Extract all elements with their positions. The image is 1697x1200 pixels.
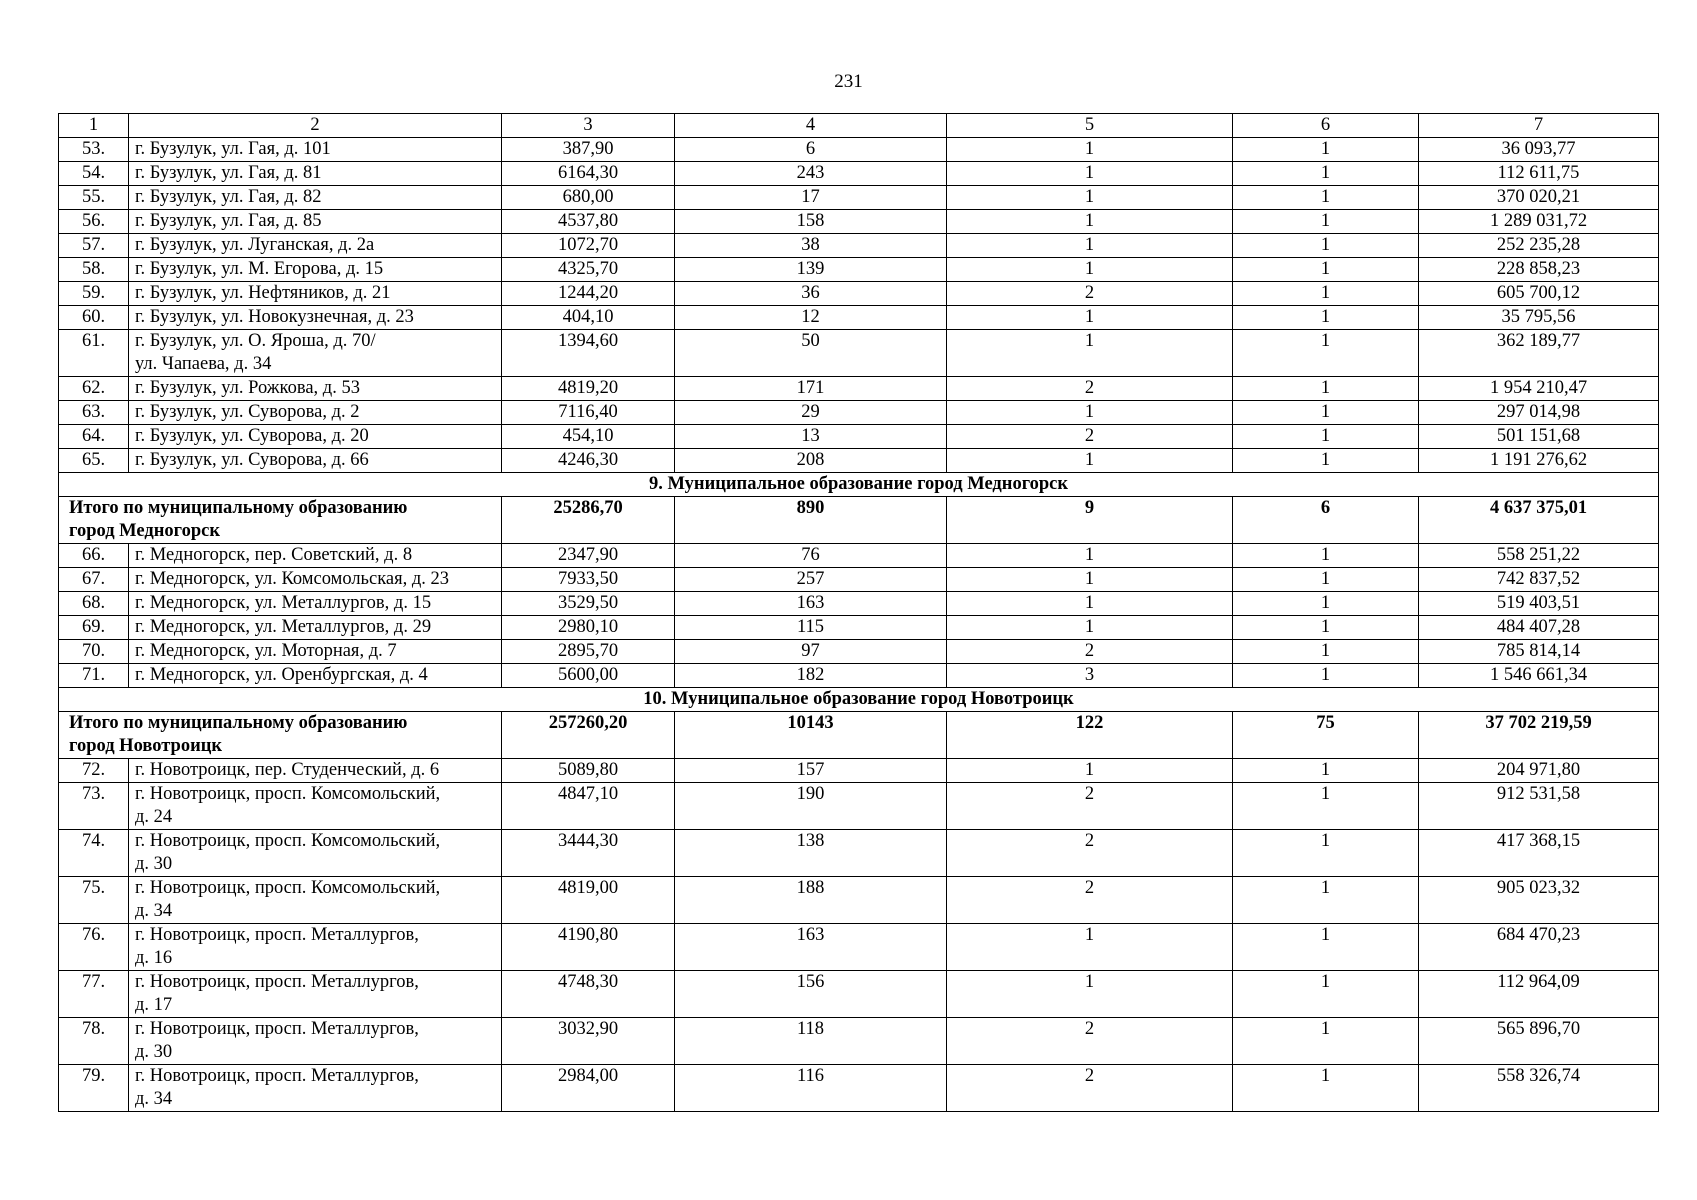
address-line: г. Новотроицк, просп. Металлургов, <box>135 925 419 945</box>
section-title: 10. Муниципальное образование город Новотроицк <box>59 688 1659 712</box>
cost-cell: 362 189,77 <box>1419 330 1659 377</box>
row-number: 71. <box>59 664 129 688</box>
col5-cell: 1 <box>947 330 1233 377</box>
address-line: д. 34 <box>135 901 173 921</box>
col5-cell: 3 <box>947 664 1233 688</box>
area-cell: 4325,70 <box>502 258 675 282</box>
residents-cell: 118 <box>675 1018 947 1065</box>
cost-cell: 35 795,56 <box>1419 306 1659 330</box>
cost-cell: 605 700,12 <box>1419 282 1659 306</box>
row-number: 56. <box>59 210 129 234</box>
row-number: 55. <box>59 186 129 210</box>
col5-cell: 2 <box>947 830 1233 877</box>
area-cell: 404,10 <box>502 306 675 330</box>
table-row <box>59 664 1659 688</box>
total-label <box>59 712 502 759</box>
column-number-6: 6 <box>1233 114 1419 138</box>
row-number: 59. <box>59 282 129 306</box>
col5-cell: 1 <box>947 592 1233 616</box>
cost-cell: 785 814,14 <box>1419 640 1659 664</box>
row-number: 54. <box>59 162 129 186</box>
cost-cell: 565 896,70 <box>1419 1018 1659 1065</box>
cost-cell: 36 093,77 <box>1419 138 1659 162</box>
col6-cell: 1 <box>1233 640 1419 664</box>
address-cell: г. Бузулук, ул. Гая, д. 82 <box>129 186 502 210</box>
residents-cell: 13 <box>675 425 947 449</box>
table-row <box>59 616 1659 640</box>
residents-cell: 243 <box>675 162 947 186</box>
address-cell <box>129 924 502 971</box>
column-number-3: 3 <box>502 114 675 138</box>
area-cell: 454,10 <box>502 425 675 449</box>
residents-cell: 171 <box>675 377 947 401</box>
table-row <box>59 592 1659 616</box>
total-row <box>59 497 1659 544</box>
row-number: 65. <box>59 449 129 473</box>
address-line: д. 34 <box>135 1089 173 1109</box>
col5-cell: 1 <box>947 759 1233 783</box>
address-cell: г. Бузулук, ул. Луганская, д. 2а <box>129 234 502 258</box>
address-cell <box>129 783 502 830</box>
col6-cell: 1 <box>1233 877 1419 924</box>
col6-cell: 1 <box>1233 210 1419 234</box>
col5-cell: 1 <box>947 449 1233 473</box>
col6-cell: 1 <box>1233 234 1419 258</box>
residents-cell: 163 <box>675 592 947 616</box>
cost-cell: 905 023,32 <box>1419 877 1659 924</box>
col6-cell: 1 <box>1233 425 1419 449</box>
residents-cell: 12 <box>675 306 947 330</box>
address-line: д. 24 <box>135 807 173 827</box>
col5-cell: 1 <box>947 544 1233 568</box>
address-line: г. Новотроицк, просп. Комсомольский, <box>135 878 441 898</box>
address-cell: г. Медногорск, ул. Моторная, д. 7 <box>129 640 502 664</box>
total-area: 257260,20 <box>502 712 675 759</box>
table-row <box>59 401 1659 425</box>
column-number-2: 2 <box>129 114 502 138</box>
col5-cell: 2 <box>947 783 1233 830</box>
residents-cell: 38 <box>675 234 947 258</box>
col5-cell: 2 <box>947 377 1233 401</box>
residents-cell: 157 <box>675 759 947 783</box>
col5-cell: 1 <box>947 258 1233 282</box>
address-cell <box>129 877 502 924</box>
address-cell: г. Медногорск, ул. Оренбургская, д. 4 <box>129 664 502 688</box>
total-cost: 4 637 375,01 <box>1419 497 1659 544</box>
area-cell: 3032,90 <box>502 1018 675 1065</box>
row-number: 53. <box>59 138 129 162</box>
residents-cell: 190 <box>675 783 947 830</box>
table-row <box>59 210 1659 234</box>
col5-cell: 2 <box>947 425 1233 449</box>
col5-cell: 1 <box>947 924 1233 971</box>
total-col5: 9 <box>947 497 1233 544</box>
address-cell: г. Бузулук, ул. Суворова, д. 2 <box>129 401 502 425</box>
address-cell: г. Медногорск, ул. Металлургов, д. 29 <box>129 616 502 640</box>
col6-cell: 1 <box>1233 1065 1419 1112</box>
col6-cell: 1 <box>1233 664 1419 688</box>
address-line: д. 17 <box>135 995 173 1015</box>
table-row <box>59 186 1659 210</box>
row-number: 72. <box>59 759 129 783</box>
cost-cell: 742 837,52 <box>1419 568 1659 592</box>
address-line: д. 16 <box>135 948 173 968</box>
total-label-line: город Новотроицк <box>69 736 223 756</box>
cost-cell: 684 470,23 <box>1419 924 1659 971</box>
total-label <box>59 497 502 544</box>
table-row <box>59 377 1659 401</box>
residents-cell: 156 <box>675 971 947 1018</box>
col5-cell: 1 <box>947 210 1233 234</box>
row-number: 76. <box>59 924 129 971</box>
row-number: 78. <box>59 1018 129 1065</box>
residents-cell: 17 <box>675 186 947 210</box>
row-number: 74. <box>59 830 129 877</box>
row-number: 79. <box>59 1065 129 1112</box>
col6-cell: 1 <box>1233 186 1419 210</box>
address-cell <box>129 830 502 877</box>
area-cell: 680,00 <box>502 186 675 210</box>
row-number: 63. <box>59 401 129 425</box>
area-cell: 387,90 <box>502 138 675 162</box>
col5-cell: 2 <box>947 877 1233 924</box>
residents-cell: 97 <box>675 640 947 664</box>
col6-cell: 1 <box>1233 592 1419 616</box>
residents-cell: 208 <box>675 449 947 473</box>
table-row <box>59 568 1659 592</box>
table-row <box>59 258 1659 282</box>
table-row <box>59 234 1659 258</box>
col5-cell: 1 <box>947 401 1233 425</box>
cost-cell: 912 531,58 <box>1419 783 1659 830</box>
col5-cell: 1 <box>947 138 1233 162</box>
cost-cell: 1 954 210,47 <box>1419 377 1659 401</box>
table-row <box>59 330 1659 377</box>
total-col6: 6 <box>1233 497 1419 544</box>
address-cell: г. Медногорск, ул. Металлургов, д. 15 <box>129 592 502 616</box>
residents-cell: 138 <box>675 830 947 877</box>
address-line: г. Новотроицк, просп. Металлургов, <box>135 972 419 992</box>
column-number-row <box>59 114 1659 138</box>
address-cell: г. Бузулук, ул. Новокузнечная, д. 23 <box>129 306 502 330</box>
area-cell: 7933,50 <box>502 568 675 592</box>
residents-cell: 6 <box>675 138 947 162</box>
cost-cell: 484 407,28 <box>1419 616 1659 640</box>
col6-cell: 1 <box>1233 830 1419 877</box>
row-number: 57. <box>59 234 129 258</box>
address-line: г. Новотроицк, просп. Металлургов, <box>135 1066 419 1086</box>
col6-cell: 1 <box>1233 616 1419 640</box>
residents-cell: 158 <box>675 210 947 234</box>
total-area: 25286,70 <box>502 497 675 544</box>
area-cell: 4847,10 <box>502 783 675 830</box>
col6-cell: 1 <box>1233 971 1419 1018</box>
table-row <box>59 544 1659 568</box>
total-row <box>59 712 1659 759</box>
address-cell: г. Бузулук, ул. Рожкова, д. 53 <box>129 377 502 401</box>
address-cell: г. Бузулук, ул. Нефтяников, д. 21 <box>129 282 502 306</box>
column-number-5: 5 <box>947 114 1233 138</box>
residents-cell: 115 <box>675 616 947 640</box>
address-line: г. Новотроицк, просп. Комсомольский, <box>135 784 441 804</box>
residents-cell: 188 <box>675 877 947 924</box>
col5-cell: 2 <box>947 1018 1233 1065</box>
area-cell: 2984,00 <box>502 1065 675 1112</box>
column-number-4: 4 <box>675 114 947 138</box>
cost-cell: 112 964,09 <box>1419 971 1659 1018</box>
col5-cell: 1 <box>947 306 1233 330</box>
table-row <box>59 138 1659 162</box>
cost-cell: 558 251,22 <box>1419 544 1659 568</box>
col6-cell: 1 <box>1233 783 1419 830</box>
col5-cell: 2 <box>947 282 1233 306</box>
area-cell: 6164,30 <box>502 162 675 186</box>
area-cell: 1244,20 <box>502 282 675 306</box>
col6-cell: 1 <box>1233 1018 1419 1065</box>
residents-cell: 139 <box>675 258 947 282</box>
table-body <box>59 138 1659 1112</box>
row-number: 61. <box>59 330 129 377</box>
col6-cell: 1 <box>1233 759 1419 783</box>
cost-cell: 297 014,98 <box>1419 401 1659 425</box>
col6-cell: 1 <box>1233 306 1419 330</box>
area-cell: 1072,70 <box>502 234 675 258</box>
col6-cell: 1 <box>1233 449 1419 473</box>
area-cell: 7116,40 <box>502 401 675 425</box>
page-number: 231 <box>834 71 863 92</box>
table-row <box>59 1018 1659 1065</box>
row-number: 62. <box>59 377 129 401</box>
address-cell <box>129 1065 502 1112</box>
cost-cell: 204 971,80 <box>1419 759 1659 783</box>
address-cell <box>129 330 502 377</box>
col5-cell: 2 <box>947 640 1233 664</box>
table-row <box>59 640 1659 664</box>
row-number: 69. <box>59 616 129 640</box>
table-row <box>59 162 1659 186</box>
total-label-line: Итого по муниципальному образованию <box>69 713 408 733</box>
area-cell: 4819,00 <box>502 877 675 924</box>
cost-cell: 252 235,28 <box>1419 234 1659 258</box>
table-row <box>59 1065 1659 1112</box>
table-row <box>59 783 1659 830</box>
address-cell <box>129 971 502 1018</box>
area-cell: 5600,00 <box>502 664 675 688</box>
cost-cell: 228 858,23 <box>1419 258 1659 282</box>
address-cell: г. Бузулук, ул. Суворова, д. 20 <box>129 425 502 449</box>
housing-table <box>58 113 1659 1112</box>
col6-cell: 1 <box>1233 924 1419 971</box>
residents-cell: 50 <box>675 330 947 377</box>
address-cell: г. Новотроицк, пер. Студенческий, д. 6 <box>129 759 502 783</box>
column-number-1: 1 <box>59 114 129 138</box>
total-residents: 890 <box>675 497 947 544</box>
residents-cell: 116 <box>675 1065 947 1112</box>
address-cell: г. Бузулук, ул. Гая, д. 101 <box>129 138 502 162</box>
row-number: 64. <box>59 425 129 449</box>
total-col6: 75 <box>1233 712 1419 759</box>
table-row <box>59 449 1659 473</box>
address-cell: г. Бузулук, ул. Гая, д. 81 <box>129 162 502 186</box>
residents-cell: 257 <box>675 568 947 592</box>
residents-cell: 29 <box>675 401 947 425</box>
col5-cell: 1 <box>947 971 1233 1018</box>
total-col5: 122 <box>947 712 1233 759</box>
section-title: 9. Муниципальное образование город Медногорск <box>59 473 1659 497</box>
row-number: 58. <box>59 258 129 282</box>
address-line: д. 30 <box>135 854 173 874</box>
table-row <box>59 425 1659 449</box>
col6-cell: 1 <box>1233 544 1419 568</box>
area-cell: 4819,20 <box>502 377 675 401</box>
col6-cell: 1 <box>1233 568 1419 592</box>
col6-cell: 1 <box>1233 138 1419 162</box>
col6-cell: 1 <box>1233 401 1419 425</box>
cost-cell: 558 326,74 <box>1419 1065 1659 1112</box>
address-cell: г. Медногорск, пер. Советский, д. 8 <box>129 544 502 568</box>
table-row <box>59 306 1659 330</box>
table-row <box>59 877 1659 924</box>
cost-cell: 370 020,21 <box>1419 186 1659 210</box>
row-number: 60. <box>59 306 129 330</box>
col5-cell: 1 <box>947 234 1233 258</box>
residents-cell: 76 <box>675 544 947 568</box>
row-number: 73. <box>59 783 129 830</box>
col6-cell: 1 <box>1233 162 1419 186</box>
area-cell: 3444,30 <box>502 830 675 877</box>
area-cell: 2895,70 <box>502 640 675 664</box>
address-line: г. Бузулук, ул. О. Яроша, д. 70/ <box>135 331 376 351</box>
area-cell: 4190,80 <box>502 924 675 971</box>
address-cell: г. Медногорск, ул. Комсомольская, д. 23 <box>129 568 502 592</box>
section-header-row <box>59 473 1659 497</box>
address-line: д. 30 <box>135 1042 173 1062</box>
col5-cell: 1 <box>947 186 1233 210</box>
residents-cell: 182 <box>675 664 947 688</box>
row-number: 67. <box>59 568 129 592</box>
area-cell: 4537,80 <box>502 210 675 234</box>
table-row <box>59 282 1659 306</box>
table-row <box>59 759 1659 783</box>
address-cell: г. Бузулук, ул. Суворова, д. 66 <box>129 449 502 473</box>
address-line: ул. Чапаева, д. 34 <box>135 354 272 374</box>
column-number-7: 7 <box>1419 114 1659 138</box>
total-residents: 10143 <box>675 712 947 759</box>
total-label-line: город Медногорск <box>69 521 220 541</box>
area-cell: 1394,60 <box>502 330 675 377</box>
col5-cell: 1 <box>947 616 1233 640</box>
section-header-row <box>59 688 1659 712</box>
area-cell: 4246,30 <box>502 449 675 473</box>
cost-cell: 112 611,75 <box>1419 162 1659 186</box>
row-number: 77. <box>59 971 129 1018</box>
row-number: 75. <box>59 877 129 924</box>
col6-cell: 1 <box>1233 282 1419 306</box>
total-cost: 37 702 219,59 <box>1419 712 1659 759</box>
address-line: г. Новотроицк, просп. Комсомольский, <box>135 831 441 851</box>
col6-cell: 1 <box>1233 258 1419 282</box>
cost-cell: 417 368,15 <box>1419 830 1659 877</box>
area-cell: 5089,80 <box>502 759 675 783</box>
residents-cell: 163 <box>675 924 947 971</box>
cost-cell: 1 191 276,62 <box>1419 449 1659 473</box>
area-cell: 3529,50 <box>502 592 675 616</box>
col6-cell: 1 <box>1233 330 1419 377</box>
table-row <box>59 830 1659 877</box>
area-cell: 4748,30 <box>502 971 675 1018</box>
cost-cell: 501 151,68 <box>1419 425 1659 449</box>
row-number: 66. <box>59 544 129 568</box>
area-cell: 2347,90 <box>502 544 675 568</box>
address-cell: г. Бузулук, ул. Гая, д. 85 <box>129 210 502 234</box>
residents-cell: 36 <box>675 282 947 306</box>
address-line: г. Новотроицк, просп. Металлургов, <box>135 1019 419 1039</box>
col5-cell: 2 <box>947 1065 1233 1112</box>
cost-cell: 1 289 031,72 <box>1419 210 1659 234</box>
table-row <box>59 924 1659 971</box>
col5-cell: 1 <box>947 162 1233 186</box>
row-number: 68. <box>59 592 129 616</box>
cost-cell: 519 403,51 <box>1419 592 1659 616</box>
address-cell: г. Бузулук, ул. М. Егорова, д. 15 <box>129 258 502 282</box>
col5-cell: 1 <box>947 568 1233 592</box>
area-cell: 2980,10 <box>502 616 675 640</box>
address-cell <box>129 1018 502 1065</box>
total-label-line: Итого по муниципальному образованию <box>69 498 408 518</box>
row-number: 70. <box>59 640 129 664</box>
table-row <box>59 971 1659 1018</box>
col6-cell: 1 <box>1233 377 1419 401</box>
cost-cell: 1 546 661,34 <box>1419 664 1659 688</box>
